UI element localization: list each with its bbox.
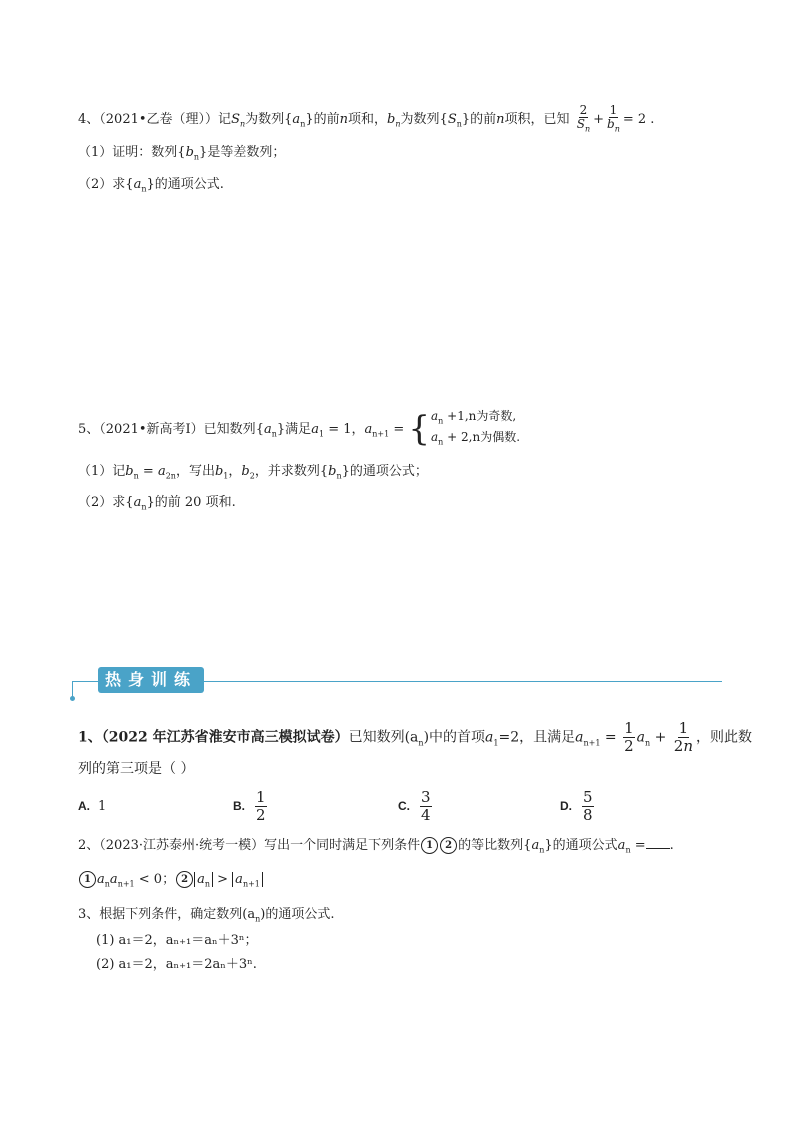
circled-1-icon: 1 <box>421 837 438 854</box>
section-banner <box>72 665 722 699</box>
w1-source: （2022 年江苏省淮安市高三模拟试卷） <box>101 729 349 746</box>
choice-b[interactable]: B. $\frac{1}{2}$ <box>233 787 266 824</box>
choice-d[interactable]: D. $\frac{5}{8}$ <box>560 787 593 824</box>
banner-title: 热身训练 <box>98 667 204 693</box>
q4-source: （2021•乙卷（理）） <box>99 112 219 128</box>
w2-source: （2023·江苏泰州·统考一模） <box>99 838 265 853</box>
q4-statement: 4、（2021•乙卷（理））记$S_n$为数列$\{a_n\}$的前n项和，$b_n$为数列$\{S_n\}$的前n项积，已知 $\frac{2}{S_n}$ + $\frac{1}{b_n}$ = 2 . <box>78 103 655 134</box>
w1-choices <box>78 787 718 824</box>
q5-part2: （2）求$\{a_n\}$的前 20 项和. <box>78 495 236 512</box>
answer-blank[interactable] <box>646 836 670 849</box>
piecewise-brace: { <box>408 409 431 450</box>
q4-part1: （1）证明：数列$\{b_n\}$是等差数列； <box>78 145 286 162</box>
piecewise-cases: $a_n +1,n$为奇数, $a_n + 2,n$为偶数. <box>431 409 521 447</box>
w1-statement: 1、（2022 年江苏省淮安市高三模拟试卷）已知数列$(a_n)$中的首项$a_1=2$，且满足$a_{n+1}$ = $\frac{1}{2}$ $a_n$ + $\frac{1}{2n}$ ，则此数 <box>78 719 752 755</box>
q4-part2: （2）求$\{a_n\}$的通项公式. <box>78 177 224 194</box>
w2-statement: 2、（2023·江苏泰州·统考一模）写出一个同时满足下列条件 1 2 的等比数列$\{a_n\}$的通项公式$a_n$ = . <box>78 838 674 855</box>
q4-number: 4、 <box>78 112 100 128</box>
fraction-1-over-bn: $\frac{1}{b_n}$ <box>607 103 620 134</box>
circled-1-icon: 1 <box>79 871 96 888</box>
circled-2-icon: 2 <box>176 871 193 888</box>
w3-statement: 3、根据下列条件，确定数列$(a_n)$的通项公式. <box>78 907 335 924</box>
w2-conditions: 1 $a_na_{n+1} < 0$； 2 $a_n > a_{n+1}$ <box>78 871 263 894</box>
choice-a[interactable]: A. 1 <box>78 798 107 814</box>
w3-item1: (1) a₁＝2，aₙ₊₁＝aₙ＋3ⁿ； <box>96 933 258 948</box>
w1-line2: 列的第三项是（ ） <box>78 761 195 777</box>
fraction-2-over-sn: $\frac{2}{S_n}$ <box>576 103 591 134</box>
choice-c[interactable]: C. $\frac{3}{4}$ <box>398 787 431 824</box>
q5-part1: （1）记$b_n = a_{2n}$，写出$b_1$，$b_2$，并求数列$\{b_n\}$的通项公式； <box>78 464 428 481</box>
banner-dot <box>70 696 75 701</box>
q5-statement: 5、（2021•新高考Ⅰ）已知数列$\{a_n\}$满足$a_1 = 1$，$a_{n+1}$ = { $a_n +1,n$为奇数, $a_n + 2,n$为偶数. <box>78 409 521 450</box>
circled-2-icon: 2 <box>440 837 457 854</box>
w3-item2: (2) a₁＝2，aₙ₊₁＝2aₙ＋3ⁿ. <box>96 957 257 972</box>
q5-source: （2021•新高考Ⅰ） <box>99 421 204 437</box>
